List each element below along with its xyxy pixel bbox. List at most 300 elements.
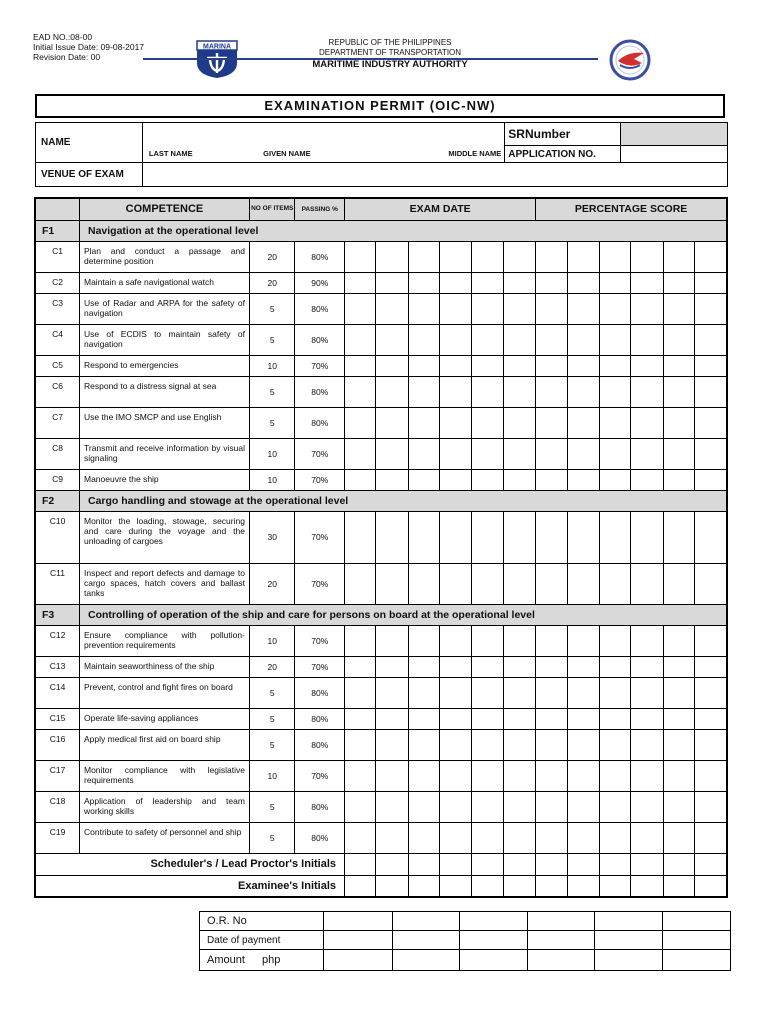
exam-date-cell[interactable] [472,563,503,604]
percentage-score-cell[interactable] [567,376,599,407]
exam-date-cell[interactable] [408,438,439,469]
exam-date-cell[interactable] [503,469,535,490]
scheduler-initials-cell[interactable] [567,853,599,875]
exam-date-cell[interactable] [408,376,439,407]
amount-cell[interactable] [393,950,460,971]
percentage-score-cell[interactable] [663,760,694,791]
exam-date-cell[interactable] [440,822,472,853]
percentage-score-cell[interactable] [567,822,599,853]
exam-date-cell[interactable] [408,729,439,760]
percentage-score-cell[interactable] [663,293,694,324]
exam-date-cell[interactable] [472,677,503,708]
competence-code: C7 [35,407,80,438]
percentage-score-cell[interactable] [663,241,694,272]
competence-row [35,469,727,490]
exam-date-cell[interactable] [503,324,535,355]
examinee-initials-cell[interactable] [663,875,694,897]
exam-date-cell[interactable] [503,791,535,822]
exam-date-cell[interactable] [345,324,376,355]
scheduler-initials-cell[interactable] [631,853,663,875]
percentage-score-cell[interactable] [567,677,599,708]
exam-date-cell[interactable] [345,760,376,791]
exam-date-cell[interactable] [376,708,408,729]
percentage-score-cell[interactable] [663,376,694,407]
scheduler-initials-cell[interactable] [376,853,408,875]
exam-date-cell[interactable] [440,625,472,656]
percentage-score-cell[interactable] [536,708,567,729]
exam-date-cell[interactable] [503,677,535,708]
exam-date-cell[interactable] [503,760,535,791]
percentage-score-cell[interactable] [631,469,663,490]
percentage-score-cell[interactable] [663,656,694,677]
examinee-initials-cell[interactable] [472,875,503,897]
percentage-score-cell[interactable] [567,355,599,376]
percentage-score-cell[interactable] [663,469,694,490]
percentage-score-cell[interactable] [599,407,630,438]
exam-date-cell[interactable] [345,822,376,853]
exam-date-cell[interactable] [376,272,408,293]
exam-date-cell[interactable] [440,438,472,469]
competence-description: Prevent, control and fight fires on board [80,677,250,708]
exam-date-cell[interactable] [440,376,472,407]
or-number-cell[interactable] [393,912,460,931]
exam-date-cell[interactable] [503,729,535,760]
percentage-score-cell[interactable] [663,511,694,563]
exam-date-cell[interactable] [440,241,472,272]
or-number-cell[interactable] [324,912,393,931]
exam-date-cell[interactable] [376,293,408,324]
percentage-score-cell[interactable] [631,760,663,791]
percentage-score-cell[interactable] [536,438,567,469]
exam-date-cell[interactable] [440,791,472,822]
exam-date-cell[interactable] [440,355,472,376]
exam-date-cell[interactable] [503,407,535,438]
competence-row [35,656,727,677]
percentage-score-cell[interactable] [536,656,567,677]
exam-date-cell[interactable] [440,469,472,490]
percentage-score-cell[interactable] [567,656,599,677]
percentage-score-cell[interactable] [631,625,663,656]
percentage-score-cell[interactable] [694,511,727,563]
examinee-initials-cell[interactable] [599,875,630,897]
exam-date-cell[interactable] [472,822,503,853]
examinee-initials-cell[interactable] [376,875,408,897]
percentage-score-cell[interactable] [631,563,663,604]
exam-date-cell[interactable] [408,407,439,438]
exam-date-cell[interactable] [376,438,408,469]
exam-date-cell[interactable] [376,376,408,407]
percentage-score-cell[interactable] [599,241,630,272]
competence-row [35,708,727,729]
percentage-score-cell[interactable] [536,729,567,760]
exam-date-cell[interactable] [408,791,439,822]
percentage-score-cell[interactable] [694,729,727,760]
or-number-cell[interactable] [460,912,528,931]
percentage-score-cell[interactable] [536,293,567,324]
percentage-score-cell[interactable] [631,822,663,853]
percentage-score-cell[interactable] [631,791,663,822]
percentage-score-cell[interactable] [599,355,630,376]
exam-date-cell[interactable] [440,272,472,293]
exam-date-cell[interactable] [408,760,439,791]
exam-date-cell[interactable] [345,272,376,293]
percentage-score-cell[interactable] [599,791,630,822]
sr-number-field[interactable] [621,123,728,146]
exam-date-cell[interactable] [503,355,535,376]
percentage-score-cell[interactable] [536,677,567,708]
percentage-score-cell[interactable] [663,272,694,293]
exam-date-cell[interactable] [503,376,535,407]
exam-date-cell[interactable] [472,656,503,677]
competence-row [35,376,727,407]
scheduler-initials-cell[interactable] [694,853,727,875]
percentage-score-cell[interactable] [663,822,694,853]
exam-date-cell[interactable] [345,293,376,324]
or-number-cell[interactable] [663,912,731,931]
exam-date-cell[interactable] [503,822,535,853]
percentage-score-cell[interactable] [663,407,694,438]
payment-date-cell[interactable] [393,931,460,950]
percentage-score-cell[interactable] [663,677,694,708]
exam-date-cell[interactable] [408,469,439,490]
competence-description: Inspect and report defects and damage to cargo spaces, hatch covers and ballast tanks [80,563,250,604]
competence-code: C6 [35,376,80,407]
percentage-score-cell[interactable] [631,376,663,407]
exam-date-cell[interactable] [472,708,503,729]
exam-date-cell[interactable] [376,625,408,656]
scheduler-initials-cell[interactable] [472,853,503,875]
percentage-score-cell[interactable] [567,791,599,822]
exam-date-cell[interactable] [345,791,376,822]
competence-row [35,625,727,656]
venue-field[interactable] [142,163,727,187]
exam-date-cell[interactable] [376,729,408,760]
percentage-score-cell[interactable] [536,376,567,407]
percentage-score-cell[interactable] [631,324,663,355]
exam-date-cell[interactable] [440,729,472,760]
percentage-score-cell[interactable] [599,656,630,677]
competence-code: C13 [35,656,80,677]
exam-date-cell[interactable] [408,822,439,853]
exam-date-cell[interactable] [472,469,503,490]
percentage-score-cell[interactable] [599,677,630,708]
competence-description: Plan and conduct a passage and determine position [80,241,250,272]
percentage-score-cell[interactable] [536,469,567,490]
percentage-score-cell[interactable] [694,563,727,604]
percentage-score-cell[interactable] [567,407,599,438]
percentage-score-cell[interactable] [567,293,599,324]
exam-date-cell[interactable] [472,355,503,376]
percentage-score-cell[interactable] [536,822,567,853]
percentage-score-cell[interactable] [631,729,663,760]
percentage-score-cell[interactable] [599,708,630,729]
exam-date-cell[interactable] [440,324,472,355]
competence-code: C5 [35,355,80,376]
exam-date-cell[interactable] [503,241,535,272]
percentage-score-cell[interactable] [599,272,630,293]
exam-date-cell[interactable] [440,511,472,563]
exam-date-cell[interactable] [472,791,503,822]
percentage-score-cell[interactable] [694,677,727,708]
scheduler-initials-cell[interactable] [536,853,567,875]
exam-date-cell[interactable] [472,293,503,324]
number-of-items: 30 [249,511,295,563]
percentage-score-cell[interactable] [694,760,727,791]
percentage-score-cell[interactable] [694,469,727,490]
percentage-score-cell[interactable] [599,293,630,324]
exam-date-cell[interactable] [408,656,439,677]
exam-date-cell[interactable] [503,708,535,729]
percentage-score-cell[interactable] [694,791,727,822]
payment-date-cell[interactable] [324,931,393,950]
examinee-initials-cell[interactable] [408,875,439,897]
payment-date-cell[interactable] [460,931,528,950]
examinee-initials-cell[interactable] [694,875,727,897]
percentage-score-cell[interactable] [536,272,567,293]
exam-date-cell[interactable] [503,563,535,604]
examinee-initials-cell[interactable] [536,875,567,897]
exam-date-cell[interactable] [376,511,408,563]
percentage-score-cell[interactable] [631,355,663,376]
percentage-score-cell[interactable] [631,656,663,677]
percentage-score-cell[interactable] [663,563,694,604]
percentage-score-cell[interactable] [599,822,630,853]
exam-date-cell[interactable] [408,293,439,324]
competence-description: Contribute to safety of personnel and ship [80,822,250,853]
percentage-score-cell[interactable] [536,355,567,376]
examinee-initials-cell[interactable] [345,875,376,897]
percentage-score-cell[interactable] [694,625,727,656]
scheduler-initials-cell[interactable] [408,853,439,875]
percentage-score-cell[interactable] [694,272,727,293]
amount-cell[interactable] [460,950,528,971]
percentage-score-cell[interactable] [599,438,630,469]
exam-date-cell[interactable] [472,438,503,469]
percentage-score-cell[interactable] [663,625,694,656]
percentage-score-cell[interactable] [567,729,599,760]
percentage-score-cell[interactable] [694,293,727,324]
exam-date-cell[interactable] [440,563,472,604]
exam-date-cell[interactable] [345,241,376,272]
exam-date-cell[interactable] [408,511,439,563]
exam-date-cell[interactable] [472,625,503,656]
number-of-items: 5 [249,677,295,708]
percentage-score-cell[interactable] [599,324,630,355]
exam-date-cell[interactable] [376,656,408,677]
percentage-score-cell[interactable] [567,272,599,293]
exam-date-cell[interactable] [408,324,439,355]
percentage-score-cell[interactable] [663,729,694,760]
exam-date-cell[interactable] [345,729,376,760]
percentage-score-cell[interactable] [567,511,599,563]
scheduler-initials-cell[interactable] [503,853,535,875]
percentage-score-cell[interactable] [567,469,599,490]
competence-description: Maintain seaworthiness of the ship [80,656,250,677]
percentage-score-cell[interactable] [663,708,694,729]
or-number-cell[interactable] [595,912,663,931]
percentage-score-cell[interactable] [631,272,663,293]
scheduler-initials-cell[interactable] [345,853,376,875]
exam-date-cell[interactable] [376,822,408,853]
exam-date-cell[interactable] [408,241,439,272]
exam-date-cell[interactable] [345,563,376,604]
exam-date-cell[interactable] [472,376,503,407]
exam-date-cell[interactable] [376,469,408,490]
percentage-score-cell[interactable] [567,324,599,355]
passing-percent: 90% [295,272,345,293]
examinee-initials-cell[interactable] [440,875,472,897]
percentage-score-cell[interactable] [631,407,663,438]
exam-date-cell[interactable] [408,625,439,656]
passing-percent: 80% [295,241,345,272]
payment-date-cell[interactable] [528,931,595,950]
exam-date-cell[interactable] [503,656,535,677]
exam-date-cell[interactable] [472,760,503,791]
exam-date-cell[interactable] [345,677,376,708]
percentage-score-cell[interactable] [567,625,599,656]
exam-date-cell[interactable] [376,407,408,438]
exam-date-cell[interactable] [472,272,503,293]
percentage-score-cell[interactable] [694,708,727,729]
exam-date-cell[interactable] [345,407,376,438]
competence-code: C18 [35,791,80,822]
percentage-score-cell[interactable] [567,241,599,272]
exam-date-cell[interactable] [472,511,503,563]
scheduler-initials-cell[interactable] [663,853,694,875]
exam-date-cell[interactable] [376,355,408,376]
exam-date-cell[interactable] [376,791,408,822]
exam-date-cell[interactable] [376,563,408,604]
exam-date-cell[interactable] [440,760,472,791]
percentage-score-cell[interactable] [694,324,727,355]
exam-date-cell[interactable] [345,438,376,469]
percentage-score-cell[interactable] [599,511,630,563]
passing-percent: 70% [295,563,345,604]
percentage-score-cell[interactable] [536,241,567,272]
percentage-score-cell[interactable] [631,708,663,729]
exam-date-cell[interactable] [376,760,408,791]
percentage-score-cell[interactable] [694,241,727,272]
percentage-score-cell[interactable] [536,407,567,438]
exam-date-cell[interactable] [503,625,535,656]
payment-date-cell[interactable] [595,931,663,950]
examinee-initials-cell[interactable] [503,875,535,897]
percentage-score-cell[interactable] [536,511,567,563]
name-field[interactable] [142,123,504,146]
percentage-score-cell[interactable] [599,625,630,656]
percentage-score-cell[interactable] [567,563,599,604]
examinee-initials-cell[interactable] [567,875,599,897]
percentage-score-cell[interactable] [567,708,599,729]
percentage-score-cell[interactable] [567,438,599,469]
exam-date-cell[interactable] [440,656,472,677]
percentage-score-cell[interactable] [694,376,727,407]
exam-date-cell[interactable] [408,563,439,604]
exam-date-cell[interactable] [345,511,376,563]
percentage-score-cell[interactable] [631,438,663,469]
percentage-score-cell[interactable] [663,438,694,469]
exam-date-cell[interactable] [345,656,376,677]
amount-cell[interactable] [595,950,663,971]
exam-date-cell[interactable] [440,677,472,708]
exam-date-cell[interactable] [376,324,408,355]
competence-code: C2 [35,272,80,293]
passing-header: PASSING % [295,198,345,220]
exam-date-cell[interactable] [345,376,376,407]
percentage-score-cell[interactable] [631,677,663,708]
exam-date-cell[interactable] [408,355,439,376]
percentage-score-cell[interactable] [536,563,567,604]
exam-date-cell[interactable] [345,625,376,656]
percentage-score-cell[interactable] [694,656,727,677]
percentage-score-cell[interactable] [536,324,567,355]
percentage-score-cell[interactable] [631,293,663,324]
percentage-score-cell[interactable] [694,438,727,469]
amount-cell[interactable] [663,950,731,971]
percentage-score-cell[interactable] [599,760,630,791]
exam-date-cell[interactable] [503,272,535,293]
exam-date-cell[interactable] [345,355,376,376]
scheduler-initials-cell[interactable] [599,853,630,875]
percentage-score-cell[interactable] [631,241,663,272]
percentage-score-cell[interactable] [599,376,630,407]
exam-date-cell[interactable] [408,708,439,729]
application-no-field[interactable] [621,146,728,163]
or-number-cell[interactable] [528,912,595,931]
passing-percent: 70% [295,438,345,469]
scheduler-initials-cell[interactable] [440,853,472,875]
payment-table [199,911,731,971]
exam-date-cell[interactable] [472,729,503,760]
examinee-initials-cell[interactable] [631,875,663,897]
exam-date-cell[interactable] [472,324,503,355]
percentage-score-cell[interactable] [663,791,694,822]
percentage-score-cell[interactable] [567,760,599,791]
percentage-score-cell[interactable] [694,822,727,853]
percentage-score-cell[interactable] [536,791,567,822]
exam-date-cell[interactable] [408,677,439,708]
exam-date-cell[interactable] [472,241,503,272]
percentage-score-cell[interactable] [694,407,727,438]
exam-date-cell[interactable] [345,469,376,490]
exam-date-cell[interactable] [440,708,472,729]
competence-description: Application of leadership and team working skills [80,791,250,822]
currency-label: php [261,954,281,966]
percentage-score-cell[interactable] [663,324,694,355]
exam-date-cell[interactable] [503,511,535,563]
exam-date-cell[interactable] [472,407,503,438]
exam-date-cell[interactable] [408,272,439,293]
exam-date-cell[interactable] [345,708,376,729]
percentage-score-cell[interactable] [599,563,630,604]
percentage-score-cell[interactable] [536,760,567,791]
percentage-score-cell[interactable] [663,355,694,376]
percentage-score-cell[interactable] [536,625,567,656]
amount-cell[interactable] [528,950,595,971]
percentage-score-cell[interactable] [599,729,630,760]
percentage-score-cell[interactable] [694,355,727,376]
exam-date-cell[interactable] [376,241,408,272]
payment-date-cell[interactable] [663,931,731,950]
exam-date-cell[interactable] [376,677,408,708]
exam-date-cell[interactable] [440,407,472,438]
exam-date-cell[interactable] [503,293,535,324]
exam-date-cell[interactable] [503,438,535,469]
percentage-score-cell[interactable] [631,511,663,563]
amount-cell[interactable] [324,950,393,971]
exam-date-cell[interactable] [440,293,472,324]
percentage-score-cell[interactable] [599,469,630,490]
